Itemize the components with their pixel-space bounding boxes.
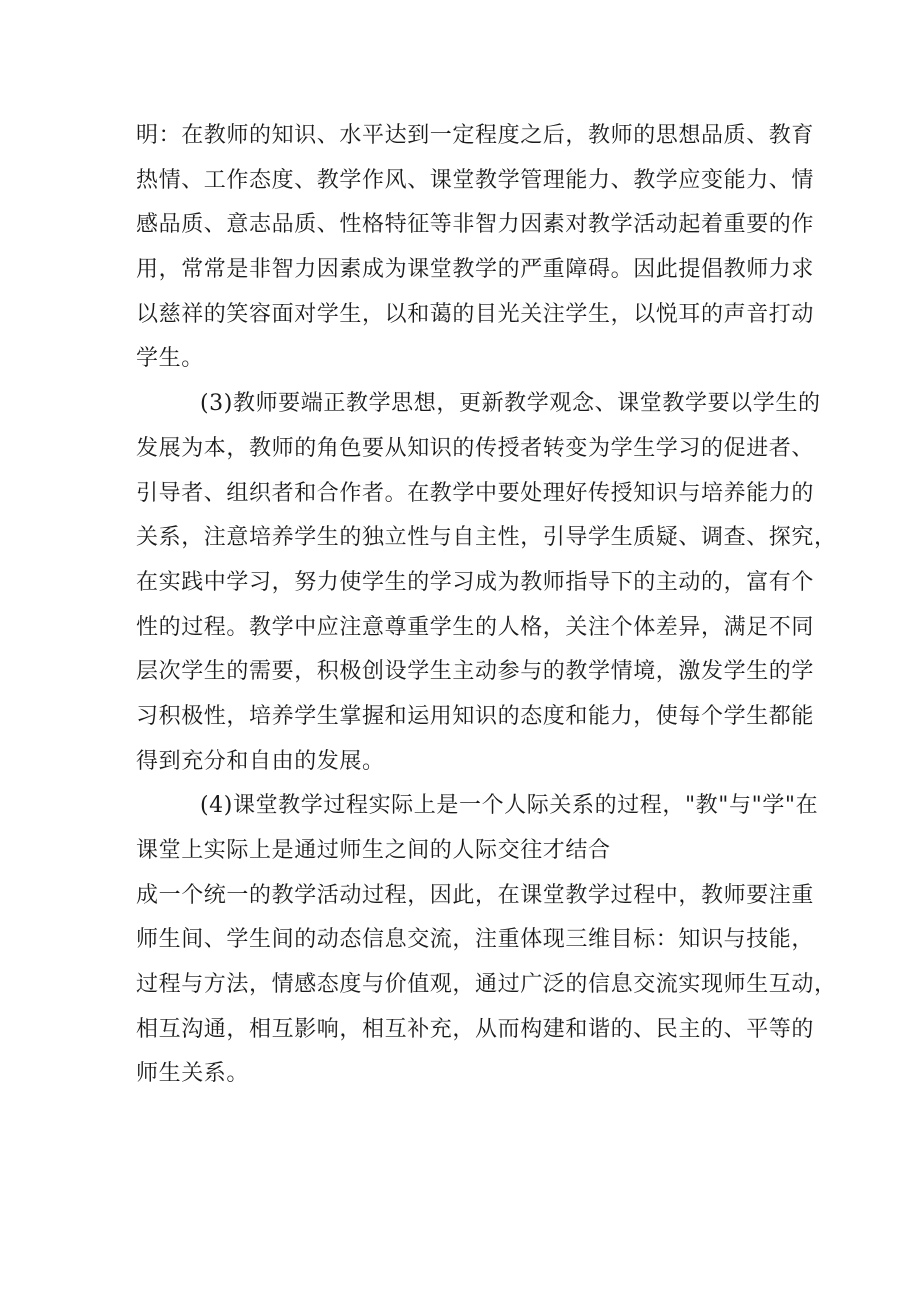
- text-line: 发展为本，教师的角色要从知识的传授者转变为学生学习的促进者、: [136, 435, 815, 461]
- text-line: 引导者、组织者和合作者。在教学中要处理好传授知识与培养能力的: [136, 480, 815, 506]
- text-line: 过程与方法，情感态度与价值观，通过广泛的信息交流实现师生互动，: [136, 972, 837, 998]
- paragraph-start-line: (4)课堂教学过程实际上是一个人际关系的过程，"教"与"学"在: [200, 793, 819, 819]
- text-line: 以慈祥的笑容面对学生，以和蔼的目光关注学生，以悦耳的声音打动: [136, 301, 815, 327]
- text-line: 明：在教师的知识、水平达到一定程度之后，教师的思想品质、教育: [136, 123, 815, 148]
- text-line: 得到充分和自由的发展。: [136, 748, 385, 774]
- text-line: 师生关系。: [136, 1061, 250, 1087]
- text-line: 关系，注意培养学生的独立性与自主性，引导学生质疑、调查、探究，: [136, 525, 837, 551]
- text-line: 感品质、意志品质、性格特征等非智力因素对教学活动起着重要的作: [136, 212, 815, 238]
- text-line: 师生间、学生间的动态信息交流，注重体现三维目标：知识与技能，: [136, 927, 815, 953]
- text-line: 在实践中学习，努力使学生的学习成为教师指导下的主动的，富有个: [136, 569, 815, 595]
- text-line: 学生。: [136, 346, 204, 372]
- body-text: [136, 114, 837, 1097]
- text-line: 用，常常是非智力因素成为课堂教学的严重障碍。因此提倡教师力求: [136, 257, 815, 283]
- text-line: 习积极性，培养学生掌握和运用知识的态度和能力，使每个学生都能: [136, 703, 815, 729]
- text-line: 层次学生的需要，积极创设学生主动参与的教学情境，激发学生的学: [136, 659, 815, 685]
- text-line: 相互沟通，相互影响，相互补充，从而构建和谐的、民主的、平等的: [136, 1016, 815, 1042]
- text-line: 性的过程。教学中应注意尊重学生的人格，关注个体差异，满足不同: [136, 614, 815, 640]
- text-line: 课堂上实际上是通过师生之间的人际交往才结合: [136, 838, 611, 863]
- text-line: 热情、工作态度、教学作风、课堂教学管理能力、教学应变能力、情: [136, 167, 815, 193]
- text-line: 成一个统一的教学活动过程，因此，在课堂教学过程中，教师要注重: [136, 882, 815, 908]
- paragraph-start-line: (3)教师要端正教学思想，更新教学观念、课堂教学要以学生的: [200, 391, 821, 417]
